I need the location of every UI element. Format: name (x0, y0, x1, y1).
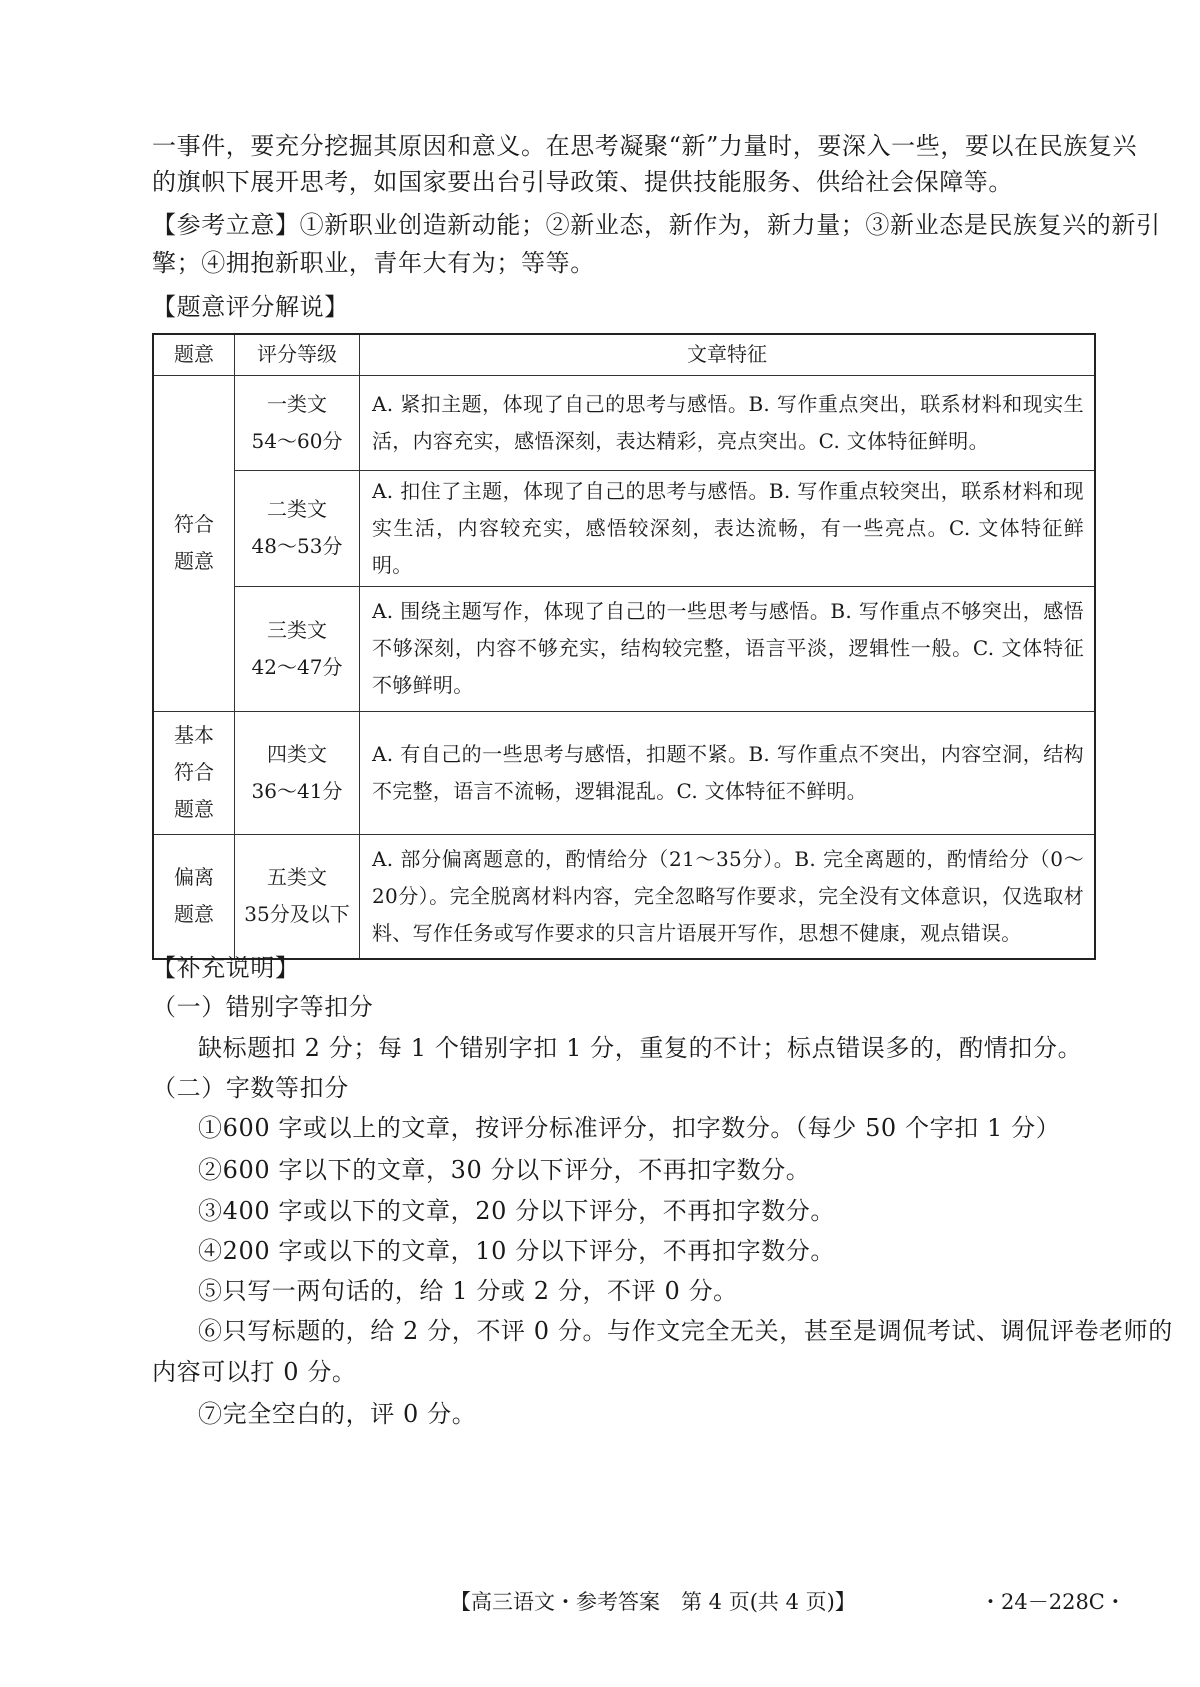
reference-ideas: 擎；④拥抱新职业，青年大有为；等等。 (152, 249, 595, 277)
grade-cell: 五类文 35分及以下 (235, 834, 360, 959)
scoring-heading: 【题意评分解说】 (152, 293, 349, 321)
section-title: （二）字数等扣分 (152, 1074, 349, 1102)
grade-cell: 一类文 54～60分 (235, 375, 360, 470)
feature-cell: A. 扣住了主题，体现了自己的思考与感悟。B. 写作重点较突出，联系材料和现实生活，内容较充实，感悟较深刻，表达流畅，有一些亮点。C. 文体特征鲜明。 (360, 470, 1096, 586)
header-cell: 文章特征 (360, 334, 1096, 375)
rule-item-continued: 内容可以打 0 分。 (152, 1358, 357, 1386)
reference-ideas: 【参考立意】①新职业创造新动能；②新业态，新作为，新力量；③新业态是民族复兴的新引 (152, 211, 1161, 239)
section-title: （一）错别字等扣分 (152, 993, 374, 1021)
scoring-table (152, 333, 1096, 960)
table-row (153, 834, 1095, 959)
header-cell: 题意 (153, 334, 235, 375)
group-label: 符合题意 (153, 375, 235, 711)
footer-page-info: 【高三语文・参考答案 第 4 页(共 4 页)】 (450, 1590, 856, 1614)
rule-item: ①600 字或以上的文章，按评分标准评分，扣字数分。（每少 50 个字扣 1 分） (198, 1114, 1061, 1142)
rule-item: ④200 字或以下的文章，10 分以下评分，不再扣字数分。 (198, 1237, 836, 1265)
grade-cell: 三类文 42～47分 (235, 586, 360, 711)
feature-cell: A. 部分偏离题意的，酌情给分（21～35分）。B. 完全离题的，酌情给分（0～20分）。完全脱离材料内容，完全忽略写作要求，完全没有文体意识，仅选取材料、写作任务或写作要求的只言片语展开写作，思想不健康，观点错误。 (360, 834, 1096, 959)
table-header (153, 334, 1095, 375)
section-text: 缺标题扣 2 分；每 1 个错别字扣 1 分，重复的不计；标点错误多的，酌情扣分。 (198, 1034, 1083, 1062)
table-row (153, 375, 1095, 470)
header-cell: 评分等级 (235, 334, 360, 375)
table-row (153, 470, 1095, 586)
group-label: 偏离题意 (153, 834, 235, 959)
group-label: 基本符合题意 (153, 711, 235, 834)
table-row (153, 586, 1095, 711)
rule-item: ②600 字以下的文章，30 分以下评分，不再扣字数分。 (198, 1156, 811, 1184)
rule-item: ⑤只写一两句话的，给 1 分或 2 分，不评 0 分。 (198, 1277, 738, 1305)
rule-item: ③400 字或以下的文章，20 分以下评分，不再扣字数分。 (198, 1197, 836, 1225)
footer-code: ・24－228C・ (980, 1590, 1126, 1614)
supplement-heading: 【补充说明】 (152, 954, 300, 982)
feature-cell: A. 围绕主题写作，体现了自己的一些思考与感悟。B. 写作重点不够突出，感悟不够深刻，内容不够充实，结构较完整，语言平淡，逻辑性一般。C. 文体特征不够鲜明。 (360, 586, 1096, 711)
intro-line: 一事件，要充分挖掘其原因和意义。在思考凝聚“新”力量时，要深入一些，要以在民族复兴 (152, 132, 1138, 160)
grade-cell: 二类文 48～53分 (235, 470, 360, 586)
intro-line: 的旗帜下展开思考，如国家要出台引导政策、提供技能服务、供给社会保障等。 (152, 168, 1013, 196)
feature-cell: A. 有自己的一些思考与感悟，扣题不紧。B. 写作重点不突出，内容空洞，结构不完整，语言不流畅，逻辑混乱。C. 文体特征不鲜明。 (360, 711, 1096, 834)
grade-cell: 四类文 36～41分 (235, 711, 360, 834)
feature-cell: A. 紧扣主题，体现了自己的思考与感悟。B. 写作重点突出，联系材料和现实生活，内容充实，感悟深刻，表达精彩，亮点突出。C. 文体特征鲜明。 (360, 375, 1096, 470)
table-row (153, 711, 1095, 834)
rule-item: ⑦完全空白的，评 0 分。 (198, 1400, 477, 1428)
rule-item: ⑥只写标题的，给 2 分，不评 0 分。与作文完全无关，甚至是调侃考试、调侃评卷老师的 (198, 1317, 1173, 1345)
